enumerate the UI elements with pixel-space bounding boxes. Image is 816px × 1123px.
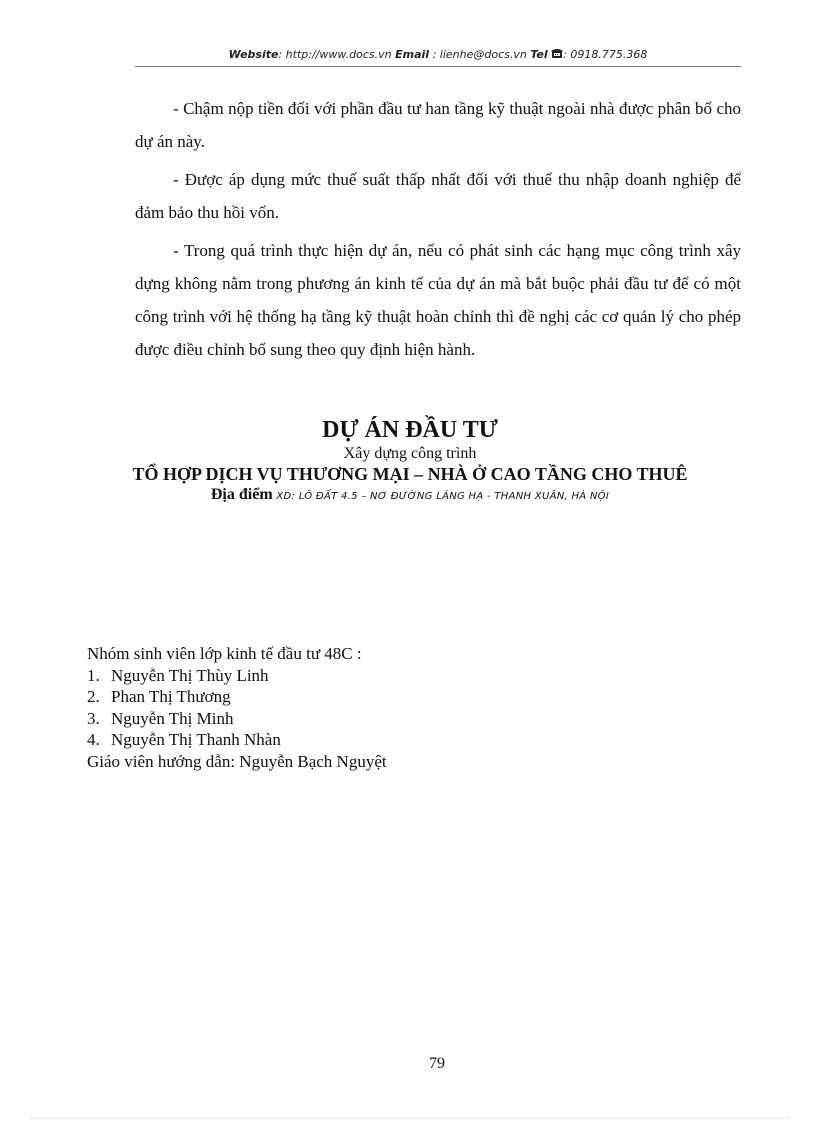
project-title-block [80,415,740,506]
header-divider [135,66,741,67]
member-name: Phan Thị Thương [111,687,231,706]
website-label: Website [228,48,279,61]
team-heading: Nhóm sinh viên lớp kinh tế đầu tư 48C : [87,644,362,663]
phone-icon [551,48,563,62]
page-header [135,48,741,62]
member-name: Nguyễn Thị Thùy Linh [111,665,269,685]
advisor: Giáo viên hướng dẫn: Nguyễn Bạch Nguyệt [87,751,387,771]
list-item-number: 3. [87,708,100,728]
list-item-number: 1. [87,665,100,685]
list-item [87,708,387,730]
paragraph: - Được áp dụng mức thuế suất thấp nhất đối với thuế thu nhập doanh nghiệp để đảm bảo thu hồi vốn. [135,170,741,222]
list-item [87,686,387,708]
website-link[interactable]: : http://www.docs.vn [278,48,392,61]
project-location [80,486,740,506]
team-section [87,643,387,772]
body-text [135,92,741,371]
tel-label: Tel [530,48,548,61]
paragraph: - Trong quá trình thực hiện dự án, nếu có phát sinh các hạng mục công trình xây dựng không nằm trong phương án kinh tế của dự án mà bắt buộc phải đầu tư để có một công trình với hệ thống hạ tầng kỹ thuật hoàn chỉnh thì đề nghị các cơ quản lý cho phép được điều chỉnh bổ sung theo quy định hiện hành. [135,241,741,359]
email-label: Email [395,48,430,61]
project-name: TỔ HỢP DỊCH VỤ THƯƠNG MẠI – NHÀ Ở CAO TẦNG CHO THUÊ [132,464,688,484]
project-title: DỰ ÁN ĐẦU TƯ [322,417,498,443]
page-number: 79 [429,1055,445,1072]
location-value: XD: LÔ ĐẤT 4.5 – NƠ ĐƯỜNG LÁNG HẠ - THANH XUÂN, HÀ NỘI [276,491,610,502]
email-link[interactable]: : lienhe@docs.vn [432,48,527,61]
paragraph: - Chậm nộp tiền đối với phần đầu tư han tầng kỹ thuật ngoài nhà được phân bổ cho dự án này. [135,99,741,151]
tel-value: : 0918.775.368 [563,48,648,61]
list-item [87,729,387,751]
list-item-number: 2. [87,687,100,706]
location-label: Địa điểm [210,486,273,503]
member-name: Nguyễn Thị Minh [111,708,234,728]
project-subtitle: Xây dựng công trình [343,445,477,462]
member-name: Nguyễn Thị Thanh Nhàn [111,730,281,749]
list-item-number: 4. [87,730,100,749]
footer-divider [30,1118,790,1119]
list-item [87,665,387,687]
